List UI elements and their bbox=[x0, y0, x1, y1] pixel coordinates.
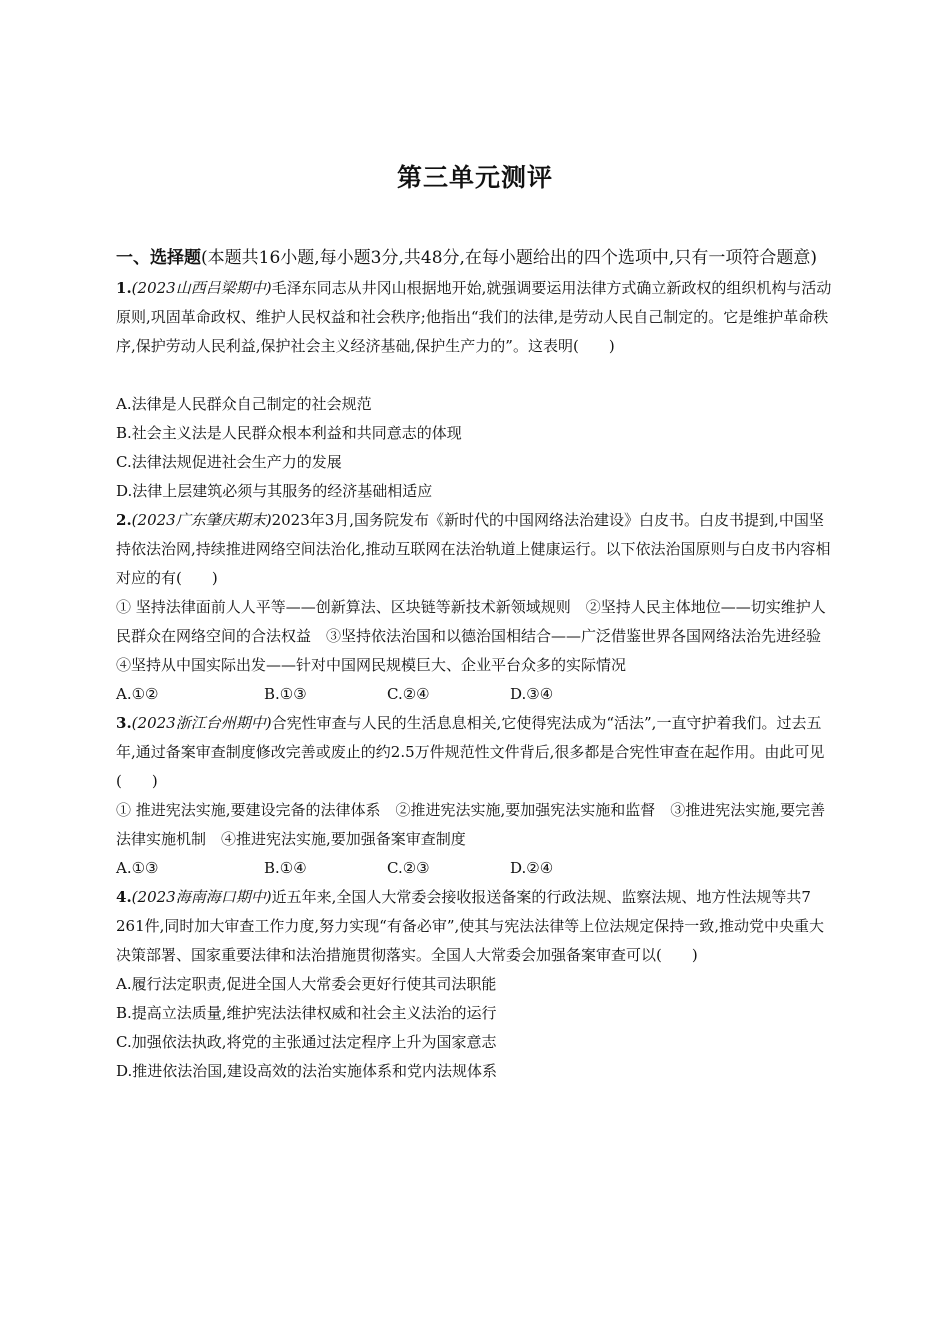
option-b: B.社会主义法是人民群众根本利益和共同意志的体现 bbox=[116, 424, 462, 442]
choice-c: C.②④ bbox=[387, 685, 430, 703]
choice-d: D.②④ bbox=[510, 859, 554, 877]
option-d: D.推进依法治国,建设高效的法治实施体系和党内法规体系 bbox=[116, 1062, 498, 1080]
question-text: 近五年来,全国人大常委会接收报送备案的行政法规、监察法规、地方性法规等共7 261件,同时加大审查工作力度,努力实现“有备必审”,使其与宪法法律等上位法规定保持一致,推动党中央重大决策部署、国家重要法律和法治措施贯彻落实。全国人大常委会加强备案审查可以( ) bbox=[116, 888, 825, 964]
question-number: 4 bbox=[116, 888, 127, 906]
choice-row bbox=[116, 680, 838, 709]
choice-a: A.①③ bbox=[116, 859, 159, 877]
question-stem: 3.(2023浙江台州期中)合宪性审查与人民的生活息息相关,它使得宪法成为“活法”,一直守护着我们。过去五年,通过备案审查制度修改完善或废止的约2.5万件规范性文件背后,很多都是合宪性审查在起作用。由此可见( ) bbox=[116, 714, 825, 790]
question-4 bbox=[116, 883, 838, 1086]
question-text: 毛泽东同志从井冈山根据地开始,就强调要运用法律方式确立新政权的组织机构与活动原则,巩固革命政权、维护人民权益和社会秩序;他指出“我们的法律,是劳动人民自己制定的。它是维护革命秩序,保护劳动人民利益,保护社会主义经济基础,保护生产力的”。这表明( ) bbox=[116, 279, 832, 355]
choice-d: D.③④ bbox=[510, 685, 554, 703]
question-stem: 1.(2023山西吕梁期中)毛泽东同志从井冈山根据地开始,就强调要运用法律方式确立新政权的组织机构与活动原则,巩固革命政权、维护人民权益和社会秩序;他指出“我们的法律,是劳动人民自己制定的。它是维护革命秩序,保护劳动人民利益,保护社会主义经济基础,保护生产力的”。这表明( ) bbox=[116, 279, 832, 355]
question-items: ① 坚持法律面前人人平等——创新算法、区块链等新技术新领域规则 ②坚持人民主体地位——切实维护人民群众在网络空间的合法权益 ③坚持依法治国和以德治国相结合——广泛借鉴世界各国网络法治先进经验 ④坚持从中国实际出发——针对中国网民规模巨大、企业平台众多的实际情况 bbox=[116, 598, 837, 674]
option-b: B.提高立法质量,维护宪法法律权威和社会主义法治的运行 bbox=[116, 1004, 497, 1022]
section-heading bbox=[116, 244, 838, 273]
option-a: A.履行法定职责,促进全国人大常委会更好行使其司法职能 bbox=[116, 975, 497, 993]
option-c: C.加强依法执政,将党的主张通过法定程序上升为国家意志 bbox=[116, 1033, 497, 1051]
section-note: (本题共16小题,每小题3分,共48分,在每小题给出的四个选项中,只有一项符合题意) bbox=[201, 248, 817, 268]
choice-b: B.①③ bbox=[264, 685, 307, 703]
question-stem: 2.(2023广东肇庆期末)2023年3月,国务院发布《新时代的中国网络法治建设》白皮书。白皮书提到,中国坚持依法治网,持续推进网络空间法治化,推动互联网在法治轨道上健康运行。以下依法治国原则与白皮书内容相对应的有( ) bbox=[116, 511, 831, 587]
question-text: 2023年3月,国务院发布《新时代的中国网络法治建设》白皮书。白皮书提到,中国坚持依法治网,持续推进网络空间法治化,推动互联网在法治轨道上健康运行。以下依法治国原则与白皮书内容相对应的有( ) bbox=[116, 511, 831, 587]
question-source: (2023山西吕梁期中) bbox=[131, 279, 272, 297]
question-number: 1 bbox=[116, 279, 127, 297]
question-2 bbox=[116, 506, 838, 709]
option-d: D.法律上层建筑必须与其服务的经济基础相适应 bbox=[116, 482, 433, 500]
question-1 bbox=[116, 274, 838, 506]
question-number: 2 bbox=[116, 511, 127, 529]
choice-b: B.①④ bbox=[264, 859, 307, 877]
page-title: 第三单元测评 bbox=[396, 163, 553, 192]
question-source: (2023海南海口期中) bbox=[131, 888, 272, 906]
option-c: C.法律法规促进社会生产力的发展 bbox=[116, 453, 342, 471]
choice-row bbox=[116, 854, 838, 883]
section-title: 一、选择题 bbox=[116, 248, 201, 268]
question-text: 合宪性审查与人民的生活息息相关,它使得宪法成为“活法”,一直守护着我们。过去五年,通过备案审查制度修改完善或废止的约2.5万件规范性文件背后,很多都是合宪性审查在起作用。由此可见( ) bbox=[116, 714, 825, 790]
choice-a: A.①② bbox=[116, 685, 159, 703]
question-source: (2023广东肇庆期末) bbox=[131, 511, 272, 529]
question-number: 3 bbox=[116, 714, 127, 732]
option-a: A.法律是人民群众自己制定的社会规范 bbox=[116, 395, 372, 413]
question-3 bbox=[116, 709, 838, 883]
content-body bbox=[116, 244, 838, 1086]
question-stem: 4.(2023海南海口期中)近五年来,全国人大常委会接收报送备案的行政法规、监察法规、地方性法规等共7 261件,同时加大审查工作力度,努力实现“有备必审”,使其与宪法法律等上位法规定保持一致,推动党中央重大决策部署、国家重要法律和法治措施贯彻落实。全国人大常委会加强备案审查可以( ) bbox=[116, 888, 825, 964]
question-source: (2023浙江台州期中) bbox=[131, 714, 272, 732]
choice-c: C.②③ bbox=[387, 859, 430, 877]
question-items: ① 推进宪法实施,要建设完备的法律体系 ②推进宪法实施,要加强宪法实施和监督 ③推进宪法实施,要完善法律实施机制 ④推进宪法实施,要加强备案审查制度 bbox=[116, 801, 826, 848]
